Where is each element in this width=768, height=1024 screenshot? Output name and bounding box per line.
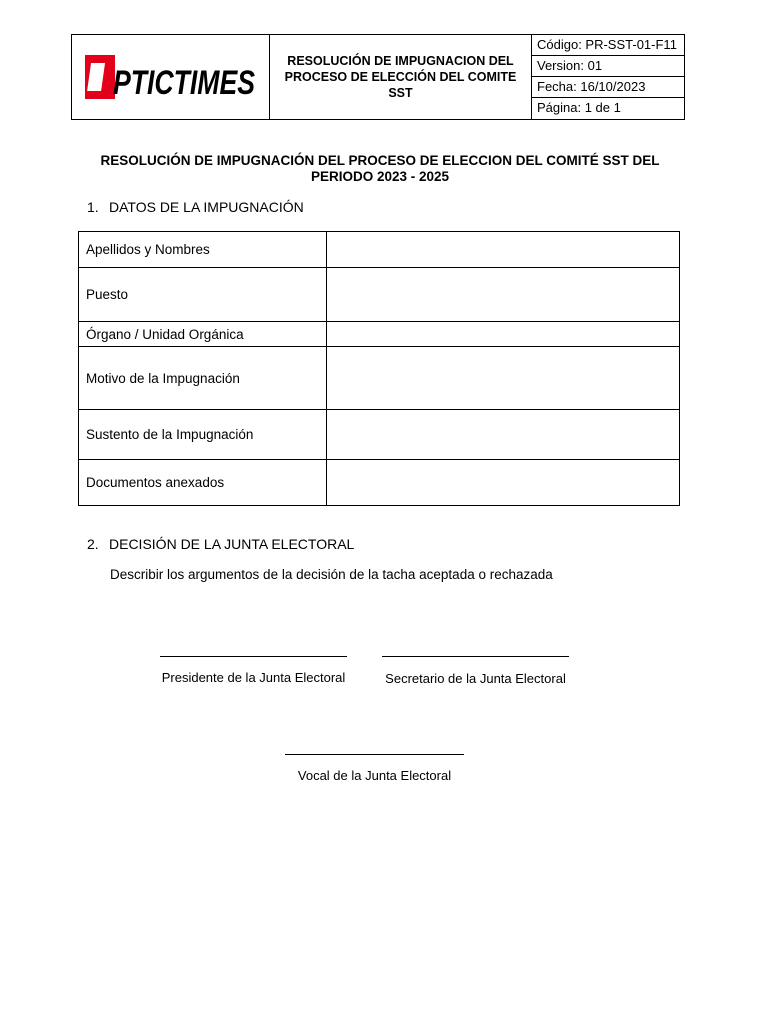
section-1-title: DATOS DE LA IMPUGNACIÓN	[109, 199, 304, 215]
company-logo	[81, 49, 261, 105]
signature-label: Secretario de la Junta Electoral	[385, 671, 566, 686]
row-label: Motivo de la Impugnación	[79, 347, 327, 410]
meta-fecha: Fecha: 16/10/2023	[532, 77, 684, 98]
meta-version: Version: 01	[532, 56, 684, 77]
header-meta	[532, 35, 684, 119]
table-row	[79, 347, 680, 410]
row-value-field[interactable]	[327, 232, 680, 268]
meta-pagina: Página: 1 de 1	[537, 100, 621, 115]
table-row	[79, 268, 680, 322]
row-label: Apellidos y Nombres	[79, 232, 327, 268]
signature-vocal	[285, 754, 464, 783]
row-value-field[interactable]	[327, 460, 680, 506]
document-header	[71, 34, 685, 120]
logo-cell	[72, 35, 270, 119]
section-2-title: DECISIÓN DE LA JUNTA ELECTORAL	[109, 536, 355, 552]
row-value-field[interactable]	[327, 322, 680, 347]
logo-text: PTICTIMES	[112, 64, 255, 102]
row-label: Documentos anexados	[79, 460, 327, 506]
section-1-number: 1.	[87, 199, 99, 215]
impugnation-data-table	[78, 231, 680, 506]
section-1-heading	[87, 199, 304, 215]
signature-line[interactable]	[160, 656, 347, 657]
table-row	[79, 460, 680, 506]
table-row	[79, 322, 680, 347]
section-2-number: 2.	[87, 536, 99, 552]
row-value-field[interactable]	[327, 347, 680, 410]
signature-line[interactable]	[285, 754, 464, 755]
signature-label: Vocal de la Junta Electoral	[297, 768, 452, 783]
signature-secretario	[382, 656, 569, 686]
table-row	[79, 410, 680, 460]
signature-label: Presidente de la Junta Electoral	[161, 670, 346, 685]
table-row	[79, 232, 680, 268]
row-value-field[interactable]	[327, 268, 680, 322]
row-label: Órgano / Unidad Orgánica	[79, 322, 327, 347]
row-label: Sustento de la Impugnación	[79, 410, 327, 460]
row-value-field[interactable]	[327, 410, 680, 460]
header-title: RESOLUCIÓN DE IMPUGNACION DEL PROCESO DE ELECCIÓN DEL COMITE SST	[270, 35, 532, 119]
signature-line[interactable]	[382, 656, 569, 657]
row-label: Puesto	[79, 268, 327, 322]
document-title: RESOLUCIÓN DE IMPUGNACIÓN DEL PROCESO DE ELECCION DEL COMITÉ SST DEL PERIODO 2023 - 2025	[100, 153, 660, 184]
section-2-heading	[87, 536, 354, 552]
meta-codigo: Código: PR-SST-01-F11	[532, 35, 684, 56]
signature-presidente	[160, 656, 347, 685]
decision-description: Describir los argumentos de la decisión de la tacha aceptada o rechazada	[110, 567, 553, 582]
